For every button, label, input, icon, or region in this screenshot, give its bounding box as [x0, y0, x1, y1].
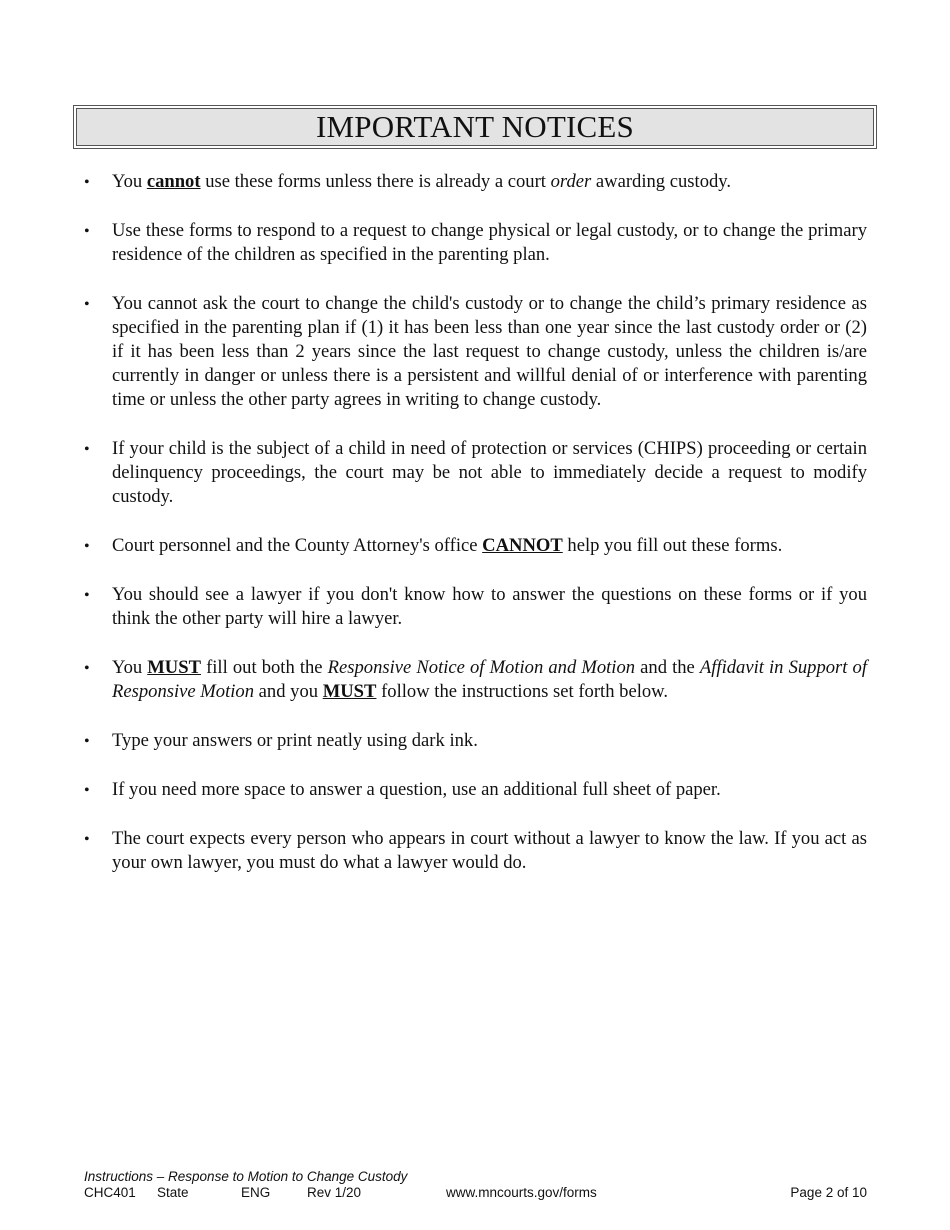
footer-form-code: CHC401 [84, 1185, 136, 1200]
page-title: IMPORTANT NOTICES [76, 108, 874, 146]
footer-form-title: Instructions – Response to Motion to Change Custody [84, 1169, 408, 1184]
notice-item [84, 219, 867, 267]
bullet-icon: • [84, 223, 90, 240]
notice-text: help you fill out these forms. [562, 535, 783, 556]
page-footer [84, 1169, 867, 1201]
notice-text: You cannot ask the court to change the child's custody or to change the child’s primary residence as specified in the parenting plan if (1) it has been less than one year since the last custody order or (2) if it has been less than 2 years since the last request to change custody, unless the children is/are currently in danger or unless there is a persistent and willful denial of or interference with parenting time or unless the other party agrees in writing to change custody. [112, 293, 867, 410]
form-name-text: Affidavit in Support of Responsive Motion [112, 657, 867, 702]
emphasis-text: CANNOT [482, 535, 563, 556]
bullet-icon: • [84, 782, 90, 799]
footer-language: ENG [241, 1185, 271, 1200]
notices-list [84, 170, 867, 900]
footer-page-number: Page 2 of 10 [790, 1185, 867, 1200]
bullet-icon: • [84, 296, 90, 313]
notice-item [84, 437, 867, 509]
footer-jurisdiction: State [157, 1185, 189, 1200]
footer-website: www.mncourts.gov/forms [446, 1185, 597, 1200]
bullet-icon: • [84, 831, 90, 848]
form-name-text: Responsive Notice of Motion and Motion [327, 657, 636, 678]
bullet-icon: • [84, 441, 90, 458]
footer-revision: Rev 1/20 [307, 1185, 362, 1200]
notice-text: use these forms unless there is already a court [200, 171, 551, 192]
notice-text: fill out both the [200, 657, 328, 678]
notice-item [84, 656, 867, 704]
notice-item [84, 778, 867, 802]
bullet-icon: • [84, 538, 90, 555]
notice-text: The court expects every person who appears in court without a lawyer to know the law. If you act as your own lawyer, you must do what a lawyer would do. [112, 828, 867, 873]
notice-item [84, 170, 867, 194]
notice-text: You should see a lawyer if you don't know how to answer the questions on these forms or if you think the other party will hire a lawyer. [112, 584, 867, 629]
notice-text: If you need more space to answer a question, use an additional full sheet of paper. [112, 779, 721, 800]
notice-item [84, 583, 867, 631]
bullet-icon: • [84, 660, 90, 677]
notice-text: follow the instructions set forth below. [376, 681, 669, 702]
notice-item [84, 534, 867, 558]
notice-item [84, 827, 867, 875]
notice-text: Use these forms to respond to a request to change physical or legal custody, or to change the primary residence of the children as specified in the parenting plan. [112, 220, 867, 265]
notice-text: and the [635, 657, 700, 678]
notice-text: You [112, 657, 148, 678]
bullet-icon: • [84, 587, 90, 604]
bullet-icon: • [84, 733, 90, 750]
bullet-icon: • [84, 174, 90, 191]
emphasis-text: MUST [147, 657, 201, 678]
italic-text: order [550, 171, 592, 192]
notices-title-box [73, 105, 877, 149]
notice-text: If your child is the subject of a child in need of protection or services (CHIPS) proceeding or certain delinquency proceedings, the court may be not able to immediately decide a request to modify custody. [112, 438, 867, 507]
notice-item [84, 729, 867, 753]
notice-text: awarding custody. [591, 171, 732, 192]
emphasis-text: cannot [146, 171, 201, 192]
notice-text: and you [254, 681, 323, 702]
notice-text: Type your answers or print neatly using dark ink. [112, 730, 478, 751]
footer-meta-row [84, 1185, 867, 1201]
notice-item [84, 292, 867, 412]
emphasis-text: MUST [322, 681, 377, 702]
notice-text: Court personnel and the County Attorney's office [112, 535, 483, 556]
notice-text: You [112, 171, 147, 192]
